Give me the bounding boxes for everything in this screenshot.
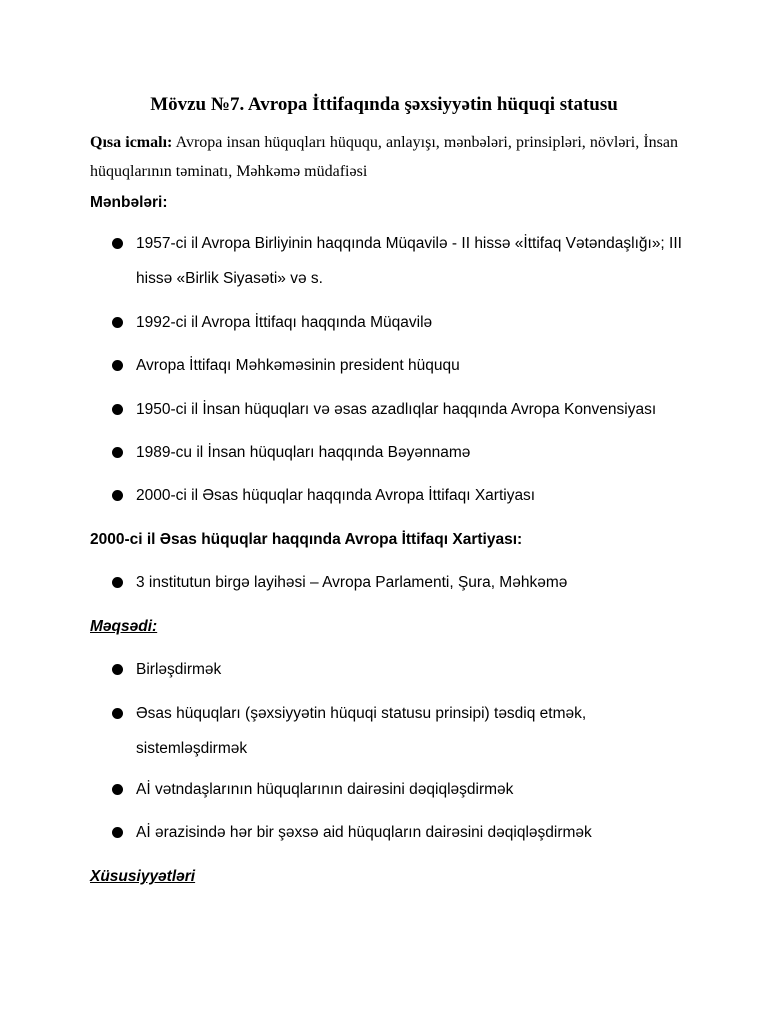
bullet-icon — [112, 577, 123, 588]
page-title: Mövzu №7. Avropa İttifaqında şəxsiyyətin hüquqi statusu — [150, 94, 618, 115]
list-item-text: 3 institutun birgə layihəsi – Avropa Parlamenti, Şura, Məhkəmə — [136, 574, 568, 591]
list-item-text: 1992-ci il Avropa İttifaqı haqqında Müqavilə — [136, 314, 433, 331]
list-item-text: Avropa İttifaqı Məhkəməsinin president hüququ — [136, 357, 460, 374]
list-item-text: Birləşdirmək — [136, 661, 222, 678]
charter-heading: 2000-ci il Əsas hüquqlar haqqında Avropa İttifaqı Xartiyası: — [90, 531, 523, 548]
list-item-text: 1957-ci il Avropa Birliyinin haqqında Müqavilə - II hissə «İttifaq Vətəndaşlığı»; III hissə «Birlik Siyasəti» və s. — [136, 235, 682, 287]
features-heading: Xüsusiyyətləri — [90, 868, 196, 885]
list-item — [112, 348, 692, 383]
list-item-text: 2000-ci il Əsas hüquqlar haqqında Avropa İttifaqı Xartiyası — [136, 487, 536, 504]
list-item-text: 1950-ci il İnsan hüquqları və əsas azadlıqlar haqqında Avropa Konvensiyası — [136, 401, 657, 418]
summary-label: Qısa icmalı: — [90, 134, 173, 151]
list-item — [112, 305, 692, 340]
bullet-icon — [112, 317, 123, 328]
list-item — [112, 392, 692, 427]
bullet-icon — [112, 784, 123, 795]
list-item-text: Əsas hüquqları (şəxsiyyətin hüquqi statusu prinsipi) təsdiq etmək, sistemləşdirmək — [136, 705, 587, 757]
list-item — [112, 226, 692, 296]
sources-heading: Mənbələri: — [90, 194, 168, 211]
summary-text: Avropa insan hüquqları hüququ, anlayışı, mənbələri, prinsipləri, növləri, İnsan hüquqlarının təminatı, Məhkəmə müdafiəsi — [90, 134, 678, 180]
list-item — [112, 478, 692, 513]
bullet-icon — [112, 664, 123, 675]
purpose-heading: Məqsədi: — [90, 618, 158, 635]
list-item — [112, 696, 692, 766]
bullet-icon — [112, 827, 123, 838]
list-item-text: Aİ ərazisində hər bir şəxsə aid hüquqların dairəsini dəqiqləşdirmək — [136, 824, 592, 841]
bullet-icon — [112, 238, 123, 249]
list-item — [112, 652, 692, 687]
list-item — [112, 435, 692, 470]
list-item — [112, 815, 692, 850]
bullet-icon — [112, 490, 123, 501]
list-item-text: 1989-cu il İnsan hüquqları haqqında Bəyənnamə — [136, 444, 471, 461]
list-item — [112, 565, 692, 600]
list-item — [112, 772, 692, 807]
bullet-icon — [112, 404, 123, 415]
bullet-icon — [112, 447, 123, 458]
summary-paragraph — [90, 128, 678, 186]
list-item-text: Aİ vətndaşlarının hüquqlarının dairəsini dəqiqləşdirmək — [136, 781, 514, 798]
bullet-icon — [112, 360, 123, 371]
bullet-icon — [112, 708, 123, 719]
